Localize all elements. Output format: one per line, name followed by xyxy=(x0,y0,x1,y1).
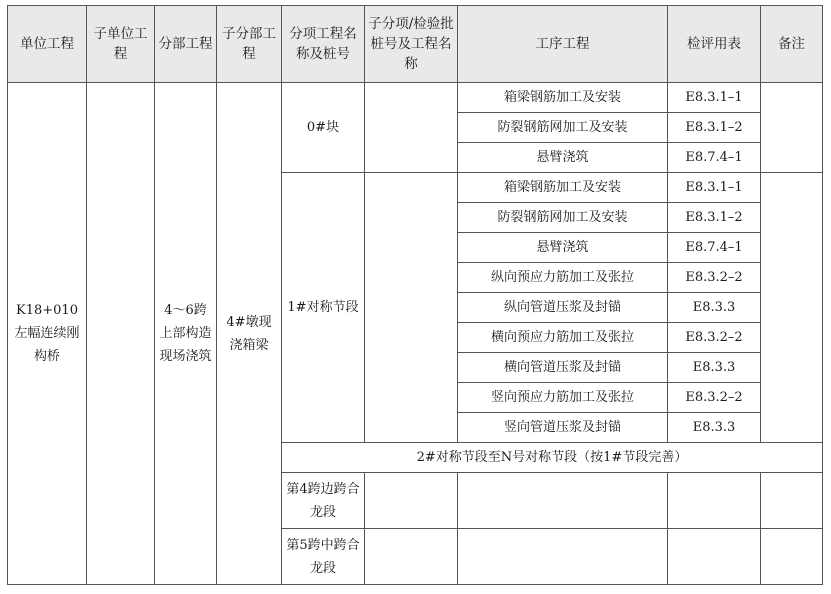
empty-cell xyxy=(761,473,823,529)
header-form: 检评用表 xyxy=(668,6,761,83)
empty-cell xyxy=(365,529,458,585)
process-cell: 悬臂浇筑 xyxy=(458,143,668,173)
process-cell: 防裂钢筋网加工及安装 xyxy=(458,203,668,233)
process-cell: 竖向预应力筋加工及张拉 xyxy=(458,383,668,413)
block0-name-cell: 0#块 xyxy=(282,83,365,173)
division-name-cell: 4～6跨上部构造现场浇筑 xyxy=(155,83,217,585)
header-process: 工序工程 xyxy=(458,6,668,83)
block1-sub-item-cell xyxy=(365,173,458,443)
process-cell: 悬臂浇筑 xyxy=(458,233,668,263)
form-cell: E8.7.4–1 xyxy=(668,233,761,263)
block0-sub-item-cell xyxy=(365,83,458,173)
process-cell: 纵向预应力筋加工及张拉 xyxy=(458,263,668,293)
process-cell: 竖向管道压浆及封锚 xyxy=(458,413,668,443)
span-note-cell: 2#对称节段至N号对称节段（按1#节段完善） xyxy=(282,443,823,473)
form-cell: E8.3.2–2 xyxy=(668,383,761,413)
empty-cell xyxy=(458,529,668,585)
process-cell: 防裂钢筋网加工及安装 xyxy=(458,113,668,143)
remark-cell xyxy=(761,83,823,173)
closure-mid-span-cell: 第5跨中跨合龙段 xyxy=(282,529,365,585)
unit-name-cell: K18+010左幅连续刚构桥 xyxy=(8,83,87,585)
header-sub-unit: 子单位工程 xyxy=(87,6,155,83)
header-remark: 备注 xyxy=(761,6,823,83)
process-cell: 纵向管道压浆及封锚 xyxy=(458,293,668,323)
empty-cell xyxy=(458,473,668,529)
sub-division-name-cell: 4#墩现浇箱梁 xyxy=(217,83,282,585)
closure-side-span-cell: 第4跨边跨合龙段 xyxy=(282,473,365,529)
header-item: 分项工程名称及桩号 xyxy=(282,6,365,83)
form-cell: E8.3.1–2 xyxy=(668,203,761,233)
process-cell: 横向管道压浆及封锚 xyxy=(458,353,668,383)
inspection-table xyxy=(7,5,823,585)
form-cell: E8.3.1–1 xyxy=(668,83,761,113)
process-cell: 箱梁钢筋加工及安装 xyxy=(458,83,668,113)
form-cell: E8.7.4–1 xyxy=(668,143,761,173)
form-cell: E8.3.3 xyxy=(668,413,761,443)
header-division: 分部工程 xyxy=(155,6,217,83)
sub-unit-cell xyxy=(87,83,155,585)
header-sub-division: 子分部工程 xyxy=(217,6,282,83)
form-cell: E8.3.3 xyxy=(668,353,761,383)
process-cell: 箱梁钢筋加工及安装 xyxy=(458,173,668,203)
empty-cell xyxy=(668,529,761,585)
form-cell: E8.3.3 xyxy=(668,293,761,323)
empty-cell xyxy=(365,473,458,529)
header-sub-item: 子分项/检验批桩号及工程名称 xyxy=(365,6,458,83)
form-cell: E8.3.2–2 xyxy=(668,263,761,293)
header-unit: 单位工程 xyxy=(8,6,87,83)
empty-cell xyxy=(668,473,761,529)
block1-name-cell: 1#对称节段 xyxy=(282,173,365,443)
process-cell: 横向预应力筋加工及张拉 xyxy=(458,323,668,353)
header-row xyxy=(8,6,823,83)
empty-cell xyxy=(761,529,823,585)
form-cell: E8.3.2–2 xyxy=(668,323,761,353)
remark-cell xyxy=(761,173,823,443)
form-cell: E8.3.1–2 xyxy=(668,113,761,143)
table-row xyxy=(8,83,823,113)
form-cell: E8.3.1–1 xyxy=(668,173,761,203)
